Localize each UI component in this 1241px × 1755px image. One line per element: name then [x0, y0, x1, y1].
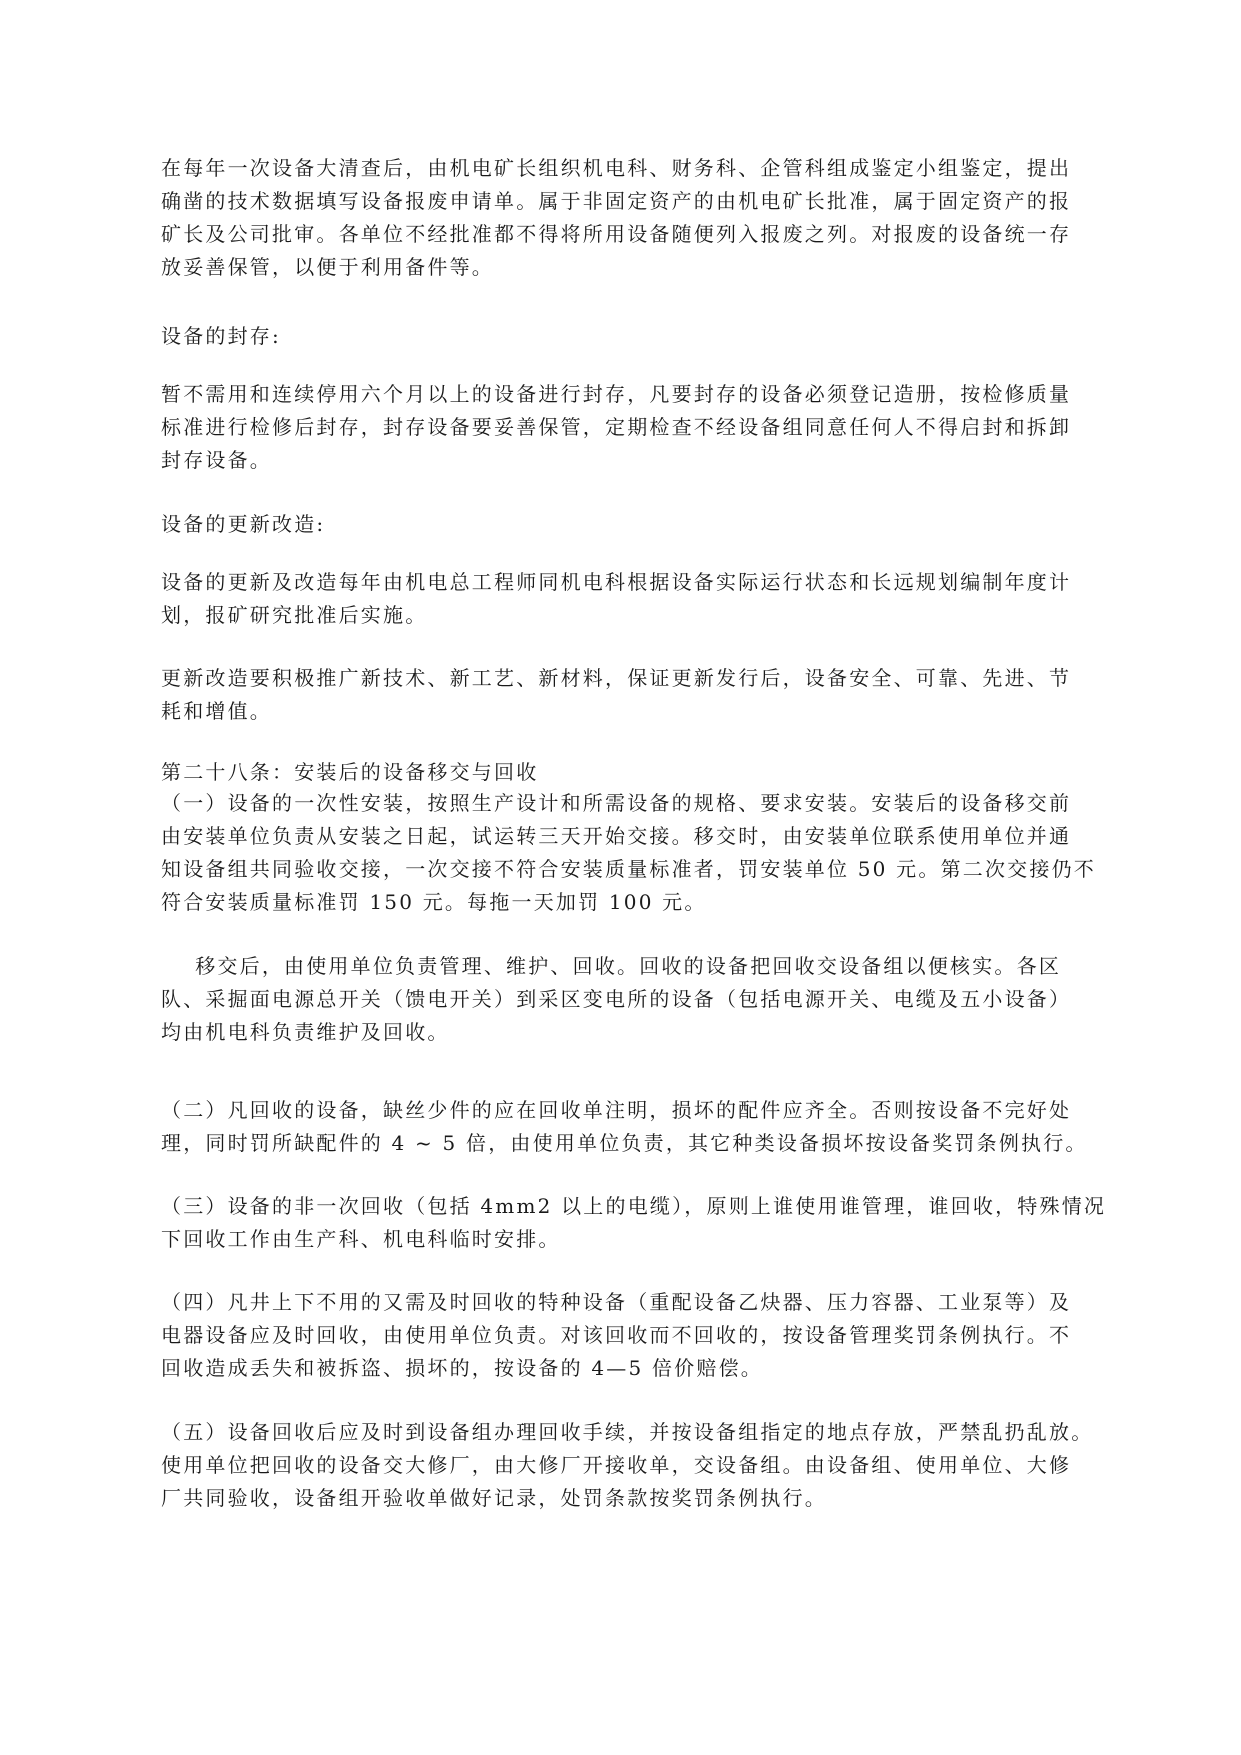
text-line: （三）设备的非一次回收（包括 4mm2 以上的电缆），原则上谁使用谁管理，谁回收，特殊情况: [161, 1194, 1107, 1218]
text-line: 均由机电科负责维护及回收。: [161, 1020, 450, 1044]
paragraph-renewal-plan: [161, 566, 1111, 632]
paragraph-clause-3-non-one-time: [161, 1190, 1111, 1256]
heading-equipment-sealing: [161, 320, 1111, 353]
text-line: 耗和增值。: [161, 699, 272, 723]
text-line: 下回收工作由生产科、机电科临时安排。: [161, 1227, 561, 1251]
paragraph-after-handover: [161, 950, 1111, 1049]
text-line: 封存设备。: [161, 448, 272, 472]
text-line: 电器设备应及时回收，由使用单位负责。对该回收而不回收的，按设备管理奖罚条例执行。不: [161, 1323, 1072, 1347]
text-line: 由安装单位负责从安装之日起，试运转三天开始交接。移交时，由安装单位联系使用单位并通: [161, 824, 1072, 848]
paragraph-equipment-sealing: [161, 378, 1111, 477]
text-line: 矿长及公司批审。各单位不经批准都不得将所用设备随便列入报废之列。对报废的设备统一存: [161, 222, 1072, 246]
text-line: 理，同时罚所缺配件的 4 ~ 5 倍，由使用单位负责，其它种类设备损坏按设备奖罚条例执行。: [161, 1131, 1088, 1155]
text-line: （一）设备的一次性安装，按照生产设计和所需设备的规格、要求安装。安装后的设备移交前: [161, 791, 1072, 815]
paragraph-renewal-technology: [161, 662, 1111, 728]
heading-article-28: [161, 756, 1111, 789]
paragraph-clause-1-installation: [161, 787, 1111, 919]
heading-equipment-renewal: [161, 508, 1111, 541]
paragraph-clause-4-special-equipment: [161, 1286, 1111, 1385]
text-line: 在每年一次设备大清查后，由机电矿长组织机电科、财务科、企管科组成鉴定小组鉴定，提出: [161, 156, 1072, 180]
text-line: 划，报矿研究批准后实施。: [161, 603, 428, 627]
text-line: 队、采掘面电源总开关（馈电开关）到采区变电所的设备（包括电源开关、电缆及五小设备）: [161, 987, 1072, 1011]
text-line: 设备的封存:: [161, 324, 281, 348]
text-line: 设备的更新改造:: [161, 512, 326, 536]
text-line: 标准进行检修后封存，封存设备要妥善保管，定期检查不经设备组同意任何人不得启封和拆卸: [161, 415, 1072, 439]
text-line: 设备的更新及改造每年由机电总工程师同机电科根据设备实际运行状态和长远规划编制年度计: [161, 570, 1072, 594]
text-line: 第二十八条：安装后的设备移交与回收: [161, 760, 539, 784]
paragraph-clause-2-recovery: [161, 1094, 1111, 1160]
paragraph-equipment-scrapping: [161, 152, 1111, 284]
text-line: 回收造成丢失和被拆盗、损坏的，按设备的 4—5 倍价赔偿。: [161, 1356, 763, 1380]
text-line: 厂共同验收，设备组开验收单做好记录，处罚条款按奖罚条例执行。: [161, 1486, 827, 1510]
text-line: 知设备组共同验收交接，一次交接不符合安装质量标准者，罚安装单位 50 元。第二次交接仍不: [161, 857, 1096, 881]
text-line: 使用单位把回收的设备交大修厂，由大修厂开接收单，交设备组。由设备组、使用单位、大修: [161, 1453, 1072, 1477]
text-line: 确凿的技术数据填写设备报废申请单。属于非固定资产的由机电矿长批准，属于固定资产的报: [161, 189, 1072, 213]
text-line: 符合安装质量标准罚 150 元。每拖一天加罚 100 元。: [161, 890, 707, 914]
paragraph-clause-5-procedures: [161, 1416, 1111, 1515]
text-line: 暂不需用和连续停用六个月以上的设备进行封存，凡要封存的设备必须登记造册，按检修质量: [161, 382, 1072, 406]
text-line: （二）凡回收的设备，缺丝少件的应在回收单注明，损坏的配件应齐全。否则按设备不完好处: [161, 1098, 1072, 1122]
text-line: 更新改造要积极推广新技术、新工艺、新材料，保证更新发行后，设备安全、可靠、先进、节: [161, 666, 1072, 690]
text-line: （四）凡井上下不用的又需及时回收的特种设备（重配设备乙炔器、压力容器、工业泵等）及: [161, 1290, 1072, 1314]
text-line: 放妥善保管，以便于利用备件等。: [161, 255, 494, 279]
text-line: （五）设备回收后应及时到设备组办理回收手续，并按设备组指定的地点存放，严禁乱扔乱放。: [161, 1420, 1094, 1444]
text-line: 移交后，由使用单位负责管理、维护、回收。回收的设备把回收交设备组以便核实。各区: [161, 954, 1062, 978]
